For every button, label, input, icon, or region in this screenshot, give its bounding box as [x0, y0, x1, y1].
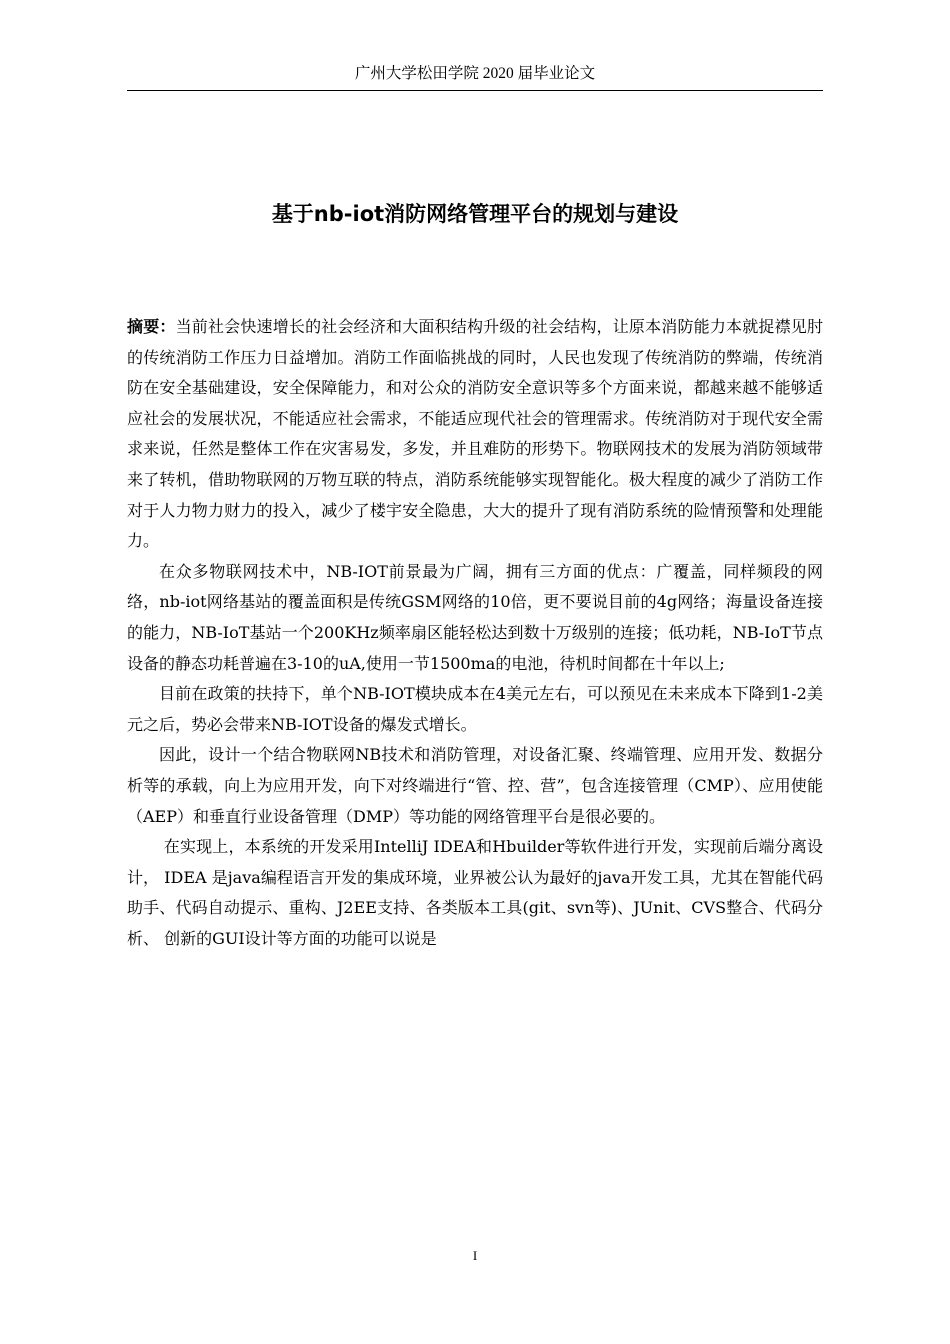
page-number: I	[472, 1248, 478, 1263]
page-header	[127, 62, 823, 91]
abstract-label: 摘要：	[127, 317, 176, 336]
abstract-paragraph-1	[127, 312, 823, 557]
thesis-title: 基于nb-iot消防网络管理平台的规划与建设	[271, 202, 679, 226]
abstract-paragraph-4: 因此，设计一个结合物联网NB技术和消防管理，对设备汇聚、终端管理、应用开发、数据分析等的承载，向上为应用开发，向下对终端进行“管、控、营”，包含连接管理（CMP）、应用使能（AEP）和垂直行业设备管理（DMP）等功能的网络管理平台是很必要的。	[127, 745, 823, 826]
header-text: 广州大学松田学院 2020 届毕业论文	[354, 65, 596, 82]
abstract-paragraph-1-text: 当前社会快速增长的社会经济和大面积结构升级的社会结构，让原本消防能力本就捉襟见肘的传统消防工作压力日益增加。消防工作面临挑战的同时，人民也发现了传统消防的弊端，传统消防在安全基础建设，安全保障能力，和对公众的消防安全意识等多个方面来说，都越来越不能够适应社会的发展状况，不能适应社会需求，不能适应现代社会的管理需求。传统消防对于现代安全需求来说，任然是整体工作在灾害易发，多发，并且难防的形势下。物联网技术的发展为消防领域带来了转机，借助物联网的万物互联的特点，消防系统能够实现智能化。极大程度的减少了消防工作对于人力物力财力的投入，减少了楼宇安全隐患，大大的提升了现有消防系统的险情预警和处理能力。	[127, 317, 823, 551]
abstract-paragraph-5: 在实现上，本系统的开发采用IntelliJ IDEA和Hbuilder等软件进行开发，实现前后端分离设计， IDEA 是java编程语言开发的集成环境，业界被公认为最好的java开发工具，尤其在智能代码助手、代码自动提示、重构、J2EE支持、各类版本工具(git、svn等)、JUnit、CVS整合、代码分析、 创新的GUI设计等方面的功能可以说是	[127, 837, 823, 948]
abstract-paragraph-3: 目前在政策的扶持下，单个NB-IOT模块成本在4美元左右，可以预见在未来成本下降到1-2美元之后，势必会带来NB-IOT设备的爆发式增长。	[127, 684, 823, 734]
abstract-body	[127, 312, 823, 954]
abstract-paragraph-2: 在众多物联网技术中，NB-IOT前景最为广阔，拥有三方面的优点：广覆盖，同样频段的网络，nb-iot网络基站的覆盖面积是传统GSM网络的10倍，更不要说目前的4g网络；海量设备连接的能力，NB-IoT基站一个200KHz频率扇区能轻松达到数十万级别的连接；低功耗，NB-IoT节点设备的静态功耗普遍在3-10的uA,使用一节1500ma的电池，待机时间都在十年以上;	[127, 561, 823, 673]
